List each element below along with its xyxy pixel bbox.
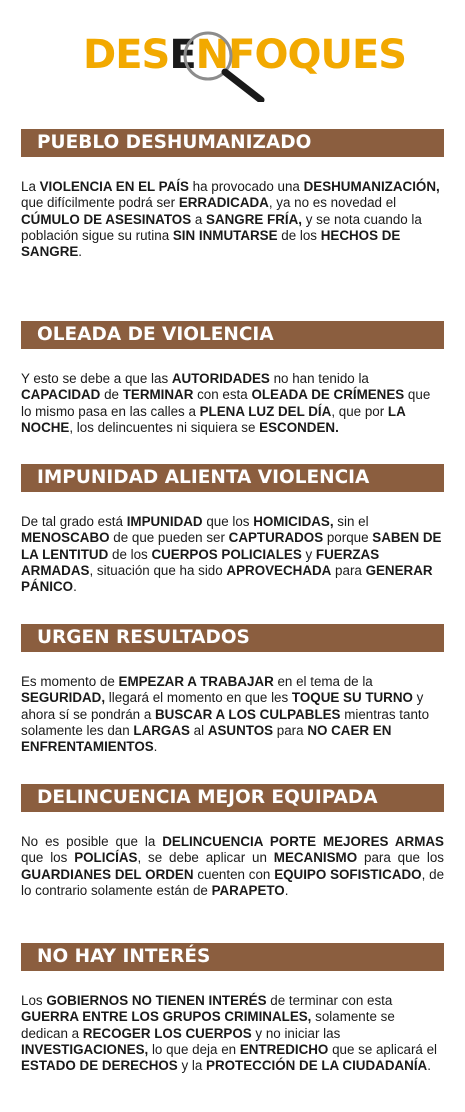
body-text: porque <box>323 530 373 546</box>
emphasized-text: ESTADO DE DERECHOS <box>21 1058 178 1074</box>
body-text: no han tenido la <box>269 371 369 386</box>
section-pueblo-deshumanizado <box>21 129 444 260</box>
body-text: que se aplicará el <box>328 1041 438 1057</box>
body-text: Los <box>21 993 47 1008</box>
emphasized-text: HOMICIDAS, <box>253 514 334 529</box>
section-body <box>21 993 444 1074</box>
body-text: . <box>284 882 289 898</box>
emphasized-text: PROTECCIÓN DE LA CIUDADANÍA <box>206 1058 428 1074</box>
body-text: mientras tanto solamente les dan <box>21 706 430 738</box>
emphasized-text: GUARDIANES DEL ORDEN <box>21 866 194 882</box>
body-text: y se nota cuando la población sigue su rutina <box>21 211 422 243</box>
body-text: , de lo contrario solamente están de <box>21 866 445 898</box>
body-text: llegará el momento en que les <box>105 690 292 706</box>
body-text: . <box>78 244 83 260</box>
body-text: , se debe aplicar un <box>137 850 274 866</box>
body-text: cuenten con <box>193 866 275 882</box>
emphasized-text: OLEADA DE CRÍMENES <box>251 387 405 403</box>
emphasized-text: INVESTIGACIONES, <box>21 1041 149 1057</box>
emphasized-text: DESHUMANIZACIÓN, <box>303 179 440 194</box>
section-body <box>21 674 444 755</box>
body-text: que difícilmente podrá ser <box>21 195 179 211</box>
emphasized-text: GOBIERNOS NO TIENEN INTERÉS <box>46 993 267 1008</box>
emphasized-text: PARAPETO <box>211 882 285 898</box>
body-text: de los <box>277 227 321 243</box>
emphasized-text: CAPACIDAD <box>21 387 101 403</box>
emphasized-text: EQUIPO SOFISTICADO <box>274 866 422 882</box>
body-text: sin el <box>333 514 369 529</box>
body-text: y la <box>177 1058 207 1074</box>
body-text: y <box>301 546 316 562</box>
section-impunidad-alienta-violencia <box>21 464 444 595</box>
emphasized-text: RECOGER LOS CUERPOS <box>82 1025 252 1041</box>
body-text: y no iniciar las <box>251 1025 341 1041</box>
section-heading: IMPUNIDAD ALIENTA VIOLENCIA <box>21 464 444 492</box>
section-oleada-de-violencia <box>21 321 444 436</box>
emphasized-text: PLENA LUZ DEL DÍA <box>199 403 332 419</box>
body-text: y ahora sí se pondrán a <box>21 690 424 722</box>
desenfoques-logo <box>83 22 407 102</box>
emphasized-text: VIOLENCIA EN EL PAÍS <box>39 179 189 194</box>
emphasized-text: LARGAS <box>133 722 190 738</box>
body-text: . <box>427 1058 431 1074</box>
emphasized-text: HECHOS DE SANGRE <box>21 227 401 260</box>
body-text: . <box>153 739 158 755</box>
emphasized-text: BUSCAR A LOS CULPABLES <box>155 706 341 722</box>
emphasized-text: LA NOCHE <box>21 403 406 435</box>
body-text: . <box>73 579 77 595</box>
emphasized-text: SEGURIDAD, <box>21 690 106 706</box>
body-text: No es posible que la <box>21 834 163 849</box>
section-body <box>21 179 444 260</box>
body-text: en el tema de la <box>273 674 373 689</box>
body-text: La <box>21 179 40 194</box>
section-delincuencia-mejor-equipada <box>21 784 444 899</box>
body-text: que los <box>202 514 254 529</box>
emphasized-text: APROVECHADA <box>226 562 332 578</box>
body-text: solamente se dedican a <box>21 1009 395 1041</box>
body-text: , situación que ha sido <box>89 562 227 578</box>
section-heading: DELINCUENCIA MEJOR EQUIPADA <box>21 784 444 812</box>
body-text: ha provocado una <box>188 179 304 194</box>
body-text: para <box>273 722 308 738</box>
body-text: De tal grado está <box>21 514 127 529</box>
body-text: , que por <box>331 403 388 419</box>
body-text: para que los <box>357 850 444 866</box>
body-text: al <box>189 722 208 738</box>
section-no-hay-interes <box>21 943 444 1074</box>
section-urgen-resultados <box>21 624 444 755</box>
section-heading: OLEADA DE VIOLENCIA <box>21 321 444 349</box>
section-heading: PUEBLO DESHUMANIZADO <box>21 129 444 157</box>
emphasized-text: ERRADICADA <box>178 195 269 211</box>
emphasized-text: POLICÍAS <box>74 850 138 866</box>
emphasized-text: DELINCUENCIA PORTE MEJORES ARMAS <box>162 834 444 849</box>
emphasized-text: MECANISMO <box>273 850 358 866</box>
emphasized-text: ESCONDEN. <box>259 419 339 435</box>
section-heading: NO HAY INTERÉS <box>21 943 444 971</box>
emphasized-text: SANGRE FRÍA, <box>206 211 302 227</box>
emphasized-text: FUERZAS ARMADAS <box>21 546 380 578</box>
emphasized-text: SABEN DE LA LENTITUD <box>21 530 442 562</box>
body-text: , los delincuentes ni siquiera se <box>69 419 260 435</box>
emphasized-text: ASUNTOS <box>207 722 274 738</box>
body-text: Es momento de <box>21 674 119 689</box>
emphasized-text: ENTREDICHO <box>239 1041 329 1057</box>
emphasized-text: AUTORIDADES <box>171 371 270 386</box>
logo-text-left: DES <box>83 32 170 78</box>
section-body <box>21 371 444 436</box>
body-text: de terminar con esta <box>266 993 393 1008</box>
section-body <box>21 514 444 595</box>
emphasized-text: CÚMULO DE ASESINATOS <box>21 211 192 227</box>
emphasized-text: EMPEZAR A TRABAJAR <box>118 674 274 689</box>
emphasized-text: MENOSCABO <box>21 530 110 546</box>
body-text: de los <box>108 546 152 562</box>
body-text: para <box>331 562 366 578</box>
emphasized-text: GENERAR PÁNICO <box>21 562 433 595</box>
logo-text-right: NFOQUES <box>195 32 407 78</box>
body-text: de <box>100 387 123 403</box>
body-text: Y esto se debe a que las <box>21 371 172 386</box>
emphasized-text: GUERRA ENTRE LOS GRUPOS CRIMINALES, <box>21 1009 312 1025</box>
logo-text-mid: E <box>169 32 196 78</box>
magnifier-icon <box>183 22 333 102</box>
section-heading: URGEN RESULTADOS <box>21 624 444 652</box>
section-body <box>21 834 444 899</box>
emphasized-text: TERMINAR <box>122 387 194 403</box>
emphasized-text: NO CAER EN ENFRENTAMIENTOS <box>21 722 392 755</box>
body-text: que los <box>21 850 75 866</box>
emphasized-text: IMPUNIDAD <box>126 514 203 529</box>
body-text: que lo mismo pasa en las calles a <box>21 387 431 419</box>
emphasized-text: CUERPOS POLICIALES <box>151 546 302 562</box>
body-text: a <box>191 211 207 227</box>
body-text: , ya no es novedad el <box>268 195 397 211</box>
emphasized-text: CAPTURADOS <box>228 530 324 546</box>
emphasized-text: SIN INMUTARSE <box>172 227 278 243</box>
emphasized-text: TOQUE SU TURNO <box>291 690 413 706</box>
body-text: con esta <box>193 387 252 403</box>
body-text: lo que deja en <box>148 1041 240 1057</box>
body-text: de que pueden ser <box>109 530 229 546</box>
